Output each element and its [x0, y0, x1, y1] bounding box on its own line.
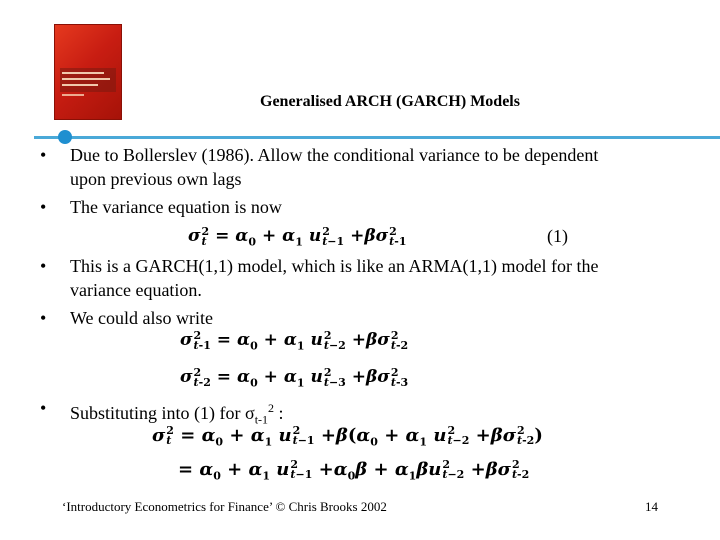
bullet-marker: • — [40, 145, 47, 165]
substitution-equation-line-1: σ 2 t = $\alpha_0 + \alpha_1$ u 2 t−1 $+\beta(\alpha_0 + \alpha_1$ u 2 t−2 +βσ 2 t-2 ) — [152, 424, 543, 449]
bullet-2-line-1: The variance equation is now — [70, 197, 282, 217]
footer-citation: ‘Introductory Econometrics for Finance’ © Chris Brooks 2002 — [62, 499, 387, 514]
bullet-1-line-1: Due to Bollerslev (1986). Allow the conditional variance to be dependent — [70, 145, 599, 165]
bullet-5-sigma: σ — [245, 403, 255, 423]
bullet-marker: • — [40, 256, 47, 276]
equation-number: (1) — [547, 226, 568, 246]
bullet-3-line-2: variance equation. — [70, 280, 202, 300]
bullet-marker: • — [40, 398, 47, 418]
title-divider — [34, 136, 720, 139]
lagged-variance-equation-1: σ 2 t-1 = $\alpha_0 + \alpha_1$ u 2 t−2 +βσ 2 t-2 — [180, 328, 409, 353]
bullet-3-line-1: This is a GARCH(1,1) model, which is like an ARMA(1,1) model for the — [70, 256, 599, 276]
bullet-dot — [58, 130, 72, 144]
slide-title: Generalised ARCH (GARCH) Models — [260, 93, 520, 110]
page-number: 14 — [645, 499, 658, 514]
bullet-marker: • — [40, 308, 47, 328]
lagged-variance-equation-2: σ 2 t-2 = $\alpha_0 + \alpha_1$ u 2 t−3 +βσ 2 t-3 — [180, 365, 409, 390]
bullet-5-suffix: : — [274, 403, 284, 423]
substitution-equation-line-2: = $\alpha_0 + \alpha_1$ u 2 t−1 $+\alpha_0\beta + \alpha_1\beta u$ 2 t−2 +βσ 2 t-2 — [178, 458, 530, 483]
bullet-1-line-2: upon previous own lags — [70, 169, 242, 189]
bullet-5-prefix: Substituting into (1) for — [70, 403, 245, 423]
bullet-4-line-1: We could also write — [70, 308, 214, 328]
garch-equation: σ 2 t = $\alpha_0 + \alpha_1$ u 2 t−1 +βσ 2 t-1 — [188, 224, 407, 249]
bullet-5-subscript: t-1 — [254, 412, 269, 427]
bullet-marker: • — [40, 197, 47, 217]
bullet-5-superscript: 2 — [268, 401, 275, 415]
